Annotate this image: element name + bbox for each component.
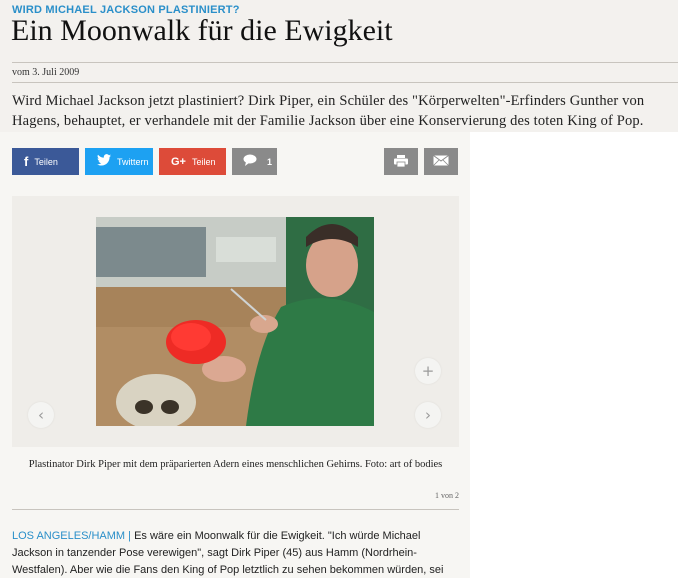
zoom-button[interactable] [415, 358, 441, 384]
article-lead: Wird Michael Jackson jetzt plastiniert? Dirk Piper, ein Schüler des "Körperwelten"-Erfinders Gunther von Hagens, behauptet, er verhandele mit der Familie Jackson über eine Konservierung des toten King of Pop. [12, 93, 645, 129]
mail-icon [433, 155, 449, 168]
twitter-share-label: Twittern [117, 156, 149, 167]
chevron-left-icon: ‹ [38, 406, 44, 424]
gallery-next-button[interactable] [415, 402, 441, 428]
zoom-plus-icon: + [421, 362, 435, 380]
print-icon [394, 155, 408, 169]
mail-button[interactable] [424, 148, 458, 175]
divider [12, 62, 678, 63]
article-body [12, 528, 457, 579]
twitter-share-button[interactable] [85, 148, 153, 175]
image-gallery [12, 196, 459, 447]
facebook-share-label: Teilen [34, 156, 58, 167]
googleplus-share-label: Teilen [191, 156, 216, 167]
comments-button[interactable] [232, 148, 277, 175]
chevron-right-icon: › [425, 406, 431, 424]
divider [12, 82, 678, 83]
article-date: vom 3. Juli 2009 [12, 67, 80, 78]
divider [12, 509, 459, 510]
googleplus-share-button[interactable] [159, 148, 226, 175]
gallery-prev-button[interactable] [28, 402, 54, 428]
facebook-share-button[interactable] [12, 148, 79, 175]
photo-plastinator-illustration [96, 217, 374, 426]
image-caption: Plastinator Dirk Piper mit dem präparierten Adern eines menschlichen Gehirns. Foto: art of bodies [28, 459, 443, 470]
comment-icon [243, 154, 257, 169]
article-kicker: WIRD MICHAEL JACKSON PLASTINIERT? [12, 4, 240, 16]
page-title: Ein Moonwalk für die Ewigkeit [11, 14, 393, 47]
twitter-icon [97, 154, 111, 169]
print-button[interactable] [384, 148, 418, 175]
body-dateline: LOS ANGELES/HAMM | [12, 530, 132, 542]
gallery-photo[interactable] [96, 217, 374, 426]
facebook-icon: f [24, 154, 29, 169]
googleplus-icon: G+ [171, 155, 186, 168]
body-paragraph: Es wäre ein Moonwalk für die Ewigkeit. "Ich würde Michael Jackson in tanzender Pose verewigen", sagt Dirk Piper (45) aus Hamm (Nordrhein-Westfalen). Aber wie die Fans den King of Pop letztlich zu sehen bekommen würden, sei [12, 530, 444, 576]
gallery-counter: 1 von 2 [435, 491, 459, 500]
comment-count: 1 [267, 156, 273, 167]
